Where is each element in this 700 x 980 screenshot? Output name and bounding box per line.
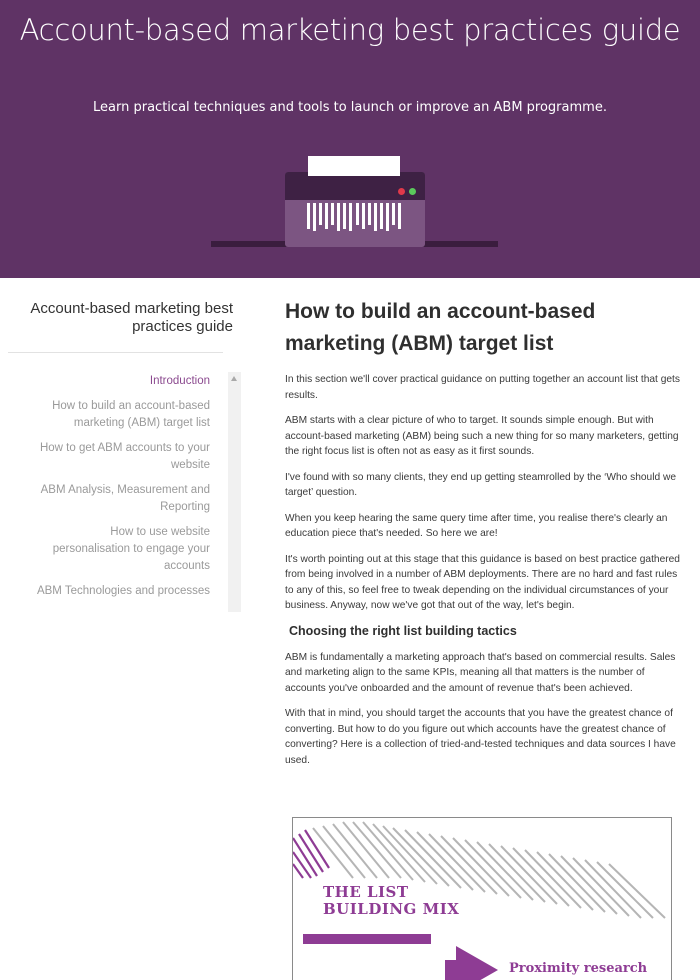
sidebar-item-analysis[interactable]: ABM Analysis, Measurement and Reporting <box>40 484 210 513</box>
article-paragraph: In this section we'll cover practical guidance on putting together an account list that gets results. <box>285 374 680 401</box>
hero-banner <box>0 0 700 278</box>
article-heading: How to build an account-based marketing (ABM) target list <box>285 300 596 355</box>
sidebar-item-accounts-to-website[interactable]: How to get ABM accounts to your website <box>39 442 210 471</box>
sidebar-divider <box>8 352 223 353</box>
article-paragraph: It's worth pointing out at this stage that this guidance is based on best practice gathered from being involved in a number of ABM deployments. There are no hard and fast rules to any of this, so feel free to tweak depending on the individual circumstances of your business. Anyway, now we've got that out of the way, let's begin. <box>285 553 680 611</box>
article-paragraph: With that in mind, you should target the accounts that you have the greatest chance of converting. But how to do you figure out which accounts have the greatest chance of converting? Here is a collection of tried-and-tested techniques and data sources I have used. <box>285 708 676 766</box>
infographic-title: THE LIST BUILDING MIX <box>323 883 460 918</box>
hero-subtitle: Learn practical techniques and tools to launch or improve an ABM programme. <box>93 100 607 115</box>
article-paragraph: I've found with so many clients, they end up getting steamrolled by the ‘Who should we target’ question. <box>285 471 676 498</box>
sidebar-item-personalisation[interactable]: How to use website personalisation to engage your accounts <box>52 526 210 572</box>
sidebar-title: Account-based marketing best practices guide <box>30 300 233 335</box>
article <box>285 296 685 778</box>
scroll-up-arrow-icon[interactable] <box>231 376 237 381</box>
sidebar-scrollbar[interactable] <box>228 372 241 612</box>
article-paragraph: When you keep hearing the same query time after time, you realise there's clearly an education piece that's needed. So here we are! <box>285 512 668 539</box>
sidebar-nav <box>30 373 210 608</box>
article-subheading: Choosing the right list building tactics <box>289 623 517 638</box>
sidebar-item-introduction[interactable]: Introduction <box>149 375 210 387</box>
article-paragraph: ABM starts with a clear picture of who to target. It sounds simple enough. But with account-based marketing (ABM) being such a new thing for so many marketers, getting the right focus list is often not as easy as it first sounds. <box>285 415 679 457</box>
hero-title: Account-based marketing best practices guide <box>19 13 681 47</box>
sidebar-item-technologies[interactable]: ABM Technologies and processes <box>36 585 210 597</box>
article-paragraph: ABM is fundamentally a marketing approach that's based on commercial results. Sales and marketing align to the same KPIs, meaning all that matters is the number of accounts you've onboarded and the amount of revenue that's been achieved. <box>285 651 676 694</box>
list-building-mix-infographic <box>292 817 672 980</box>
sidebar-item-target-list[interactable]: How to build an account-based marketing (ABM) target list <box>52 400 210 429</box>
infographic-label: Proximity research <box>509 961 648 976</box>
